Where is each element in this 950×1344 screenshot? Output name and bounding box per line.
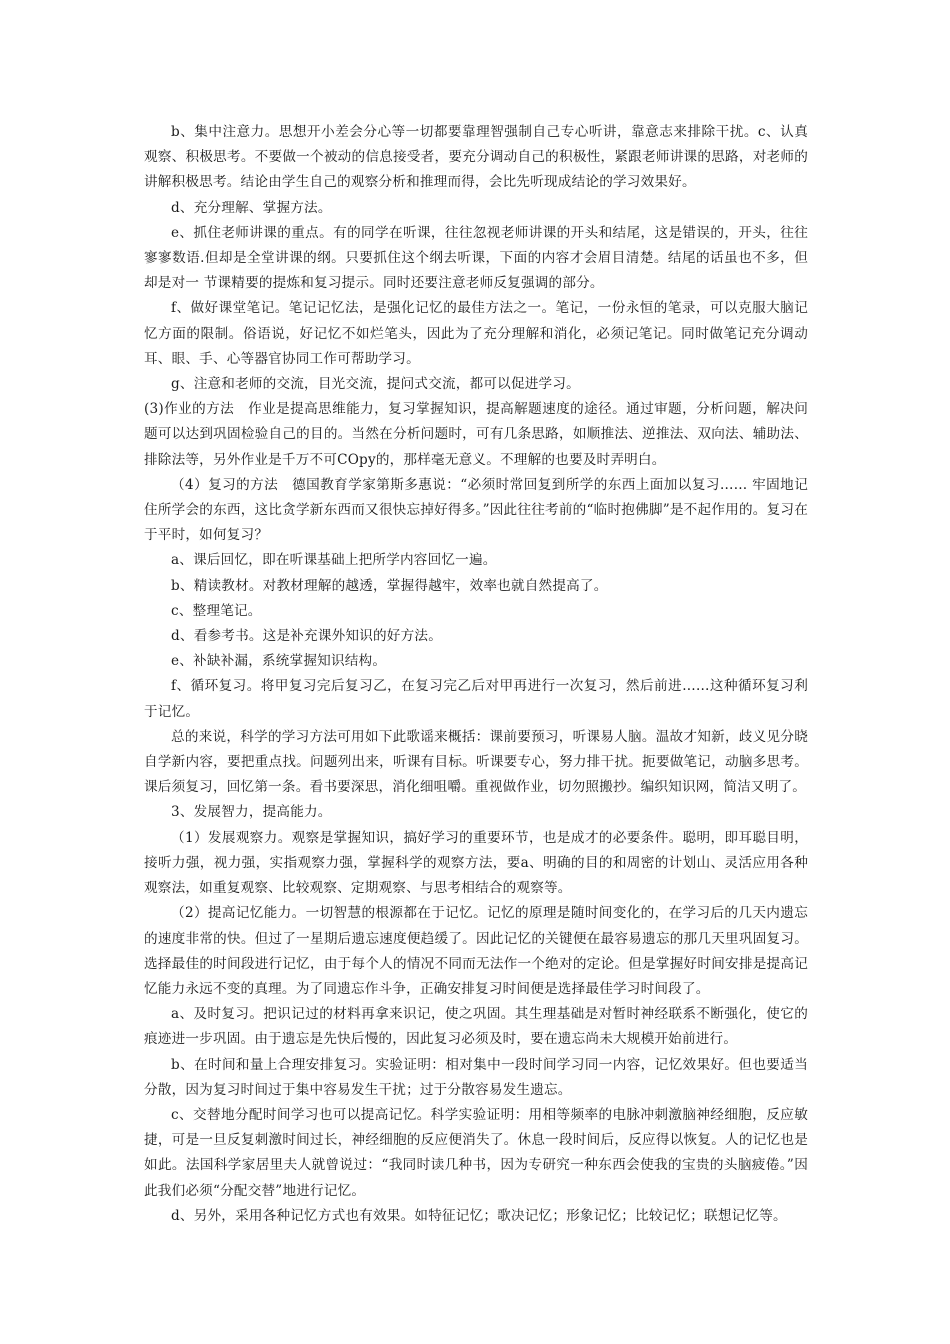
paragraph-14: 总的来说，科学的学习方法可用如下此歌谣来概括：课前要预习，听课易人脑。温故才知新，歧义见分晓自学新内容，要把重点找。问题列出来，听课有目标。听课要专心，努力排干扰。扼要做笔记，动脑多思考。课后须复习，回忆第一条。看书要深思，消化细咀嚼。重视做作业，切勿照搬抄。编织知识网，简洁又明了。 [144,728,808,796]
paragraph-15: 3、发展智力，提高能力。 [171,804,332,821]
paragraph-12: e、补缺补漏，系统掌握知识结构。 [171,653,387,670]
document-page [144,120,808,1229]
paragraph-11: d、看参考书。这是补充课外知识的好方法。 [171,628,442,645]
paragraph-8: a、课后回忆，即在听课基础上把所学内容回忆一遍。 [171,552,497,569]
paragraph-17: （2）提高记忆能力。一切智慧的根源都在于记忆。记忆的原理是随时间变化的，在学习后的几天内遗忘的速度非常的快。但过了一星期后遗忘速度便趋缓了。因此记忆的关键便在最容易遗忘的那几天里巩固复习。选择最佳的时间段进行记忆，由于每个人的情况不同而无法作一个绝对的定论。但是掌握好时间安排是提高记忆能力永远不变的真理。为了同遗忘作斗争，正确安排复习时间便是选择最佳学习时间段了。 [144,905,808,997]
paragraph-1: b、集中注意力。思想开小差会分心等一切都要靠理智强制自己专心听讲，靠意志来排除干扰。c、认真观察、积极思考。不要做一个被动的信息接受者，要充分调动自己的积极性，紧跟老师讲课的思路，对老师的讲解积极思考。结论由学生自己的观察分析和推理而得，会比先听现成结论的学习效果好。 [144,124,808,191]
paragraph-19: b、在时间和量上合理安排复习。实验证明：相对集中一段时间学习同一内容，记忆效果好。但也要适当分散，因为复习时间过于集中容易发生干扰；过于分散容易发生遗忘。 [144,1056,808,1098]
paragraph-6: (3)作业的方法 作业是提高思维能力，复习掌握知识，提高解题速度的途径。通过审题，分析问题，解决问题可以达到巩固检验自己的目的。当然在分析问题时，可有几条思路，如顺推法、逆推法、双向法、辅助法、排除法等，另外作业是千万不可COpy的，那样毫无意义。不理解的也要及时弄明白。 [144,401,808,468]
paragraph-18: a、及时复习。把识记过的材料再拿来识记，使之巩固。其生理基础是对暂时神经联系不断强化，使它的痕迹进一步巩固。由于遗忘是先快后慢的，因此复习必须及时，要在遗忘尚未大规模开始前进行。 [144,1006,808,1048]
paragraph-16: （1）发展观察力。观察是掌握知识，搞好学习的重要环节，也是成才的必要条件。聪明，即耳聪目明，接听力强，视力强，实指观察力强，掌握科学的观察方法，要a、明确的目的和周密的计划山、灵活应用各种观察法，如重复观察、比较观察、定期观察、与思考相结合的观察等。 [144,829,808,897]
paragraph-2: d、充分理解、掌握方法。 [171,199,332,216]
paragraph-3: e、抓住老师讲课的重点。有的同学在听课，往往忽视老师讲课的开头和结尾，这是错误的，开头，往往寥寥数语.但却是全堂讲课的纲。只要抓住这个纲去听课，下面的内容才会眉目清楚。结尾的话虽也不多，但却是对一 节课精要的提炼和复习提示。同时还要注意老师反复强调的部分。 [144,224,808,292]
paragraph-7: （4）复习的方法 德国教育学家第斯多惠说：“必须时常回复到所学的东西上面加以复习…… 牢固地记住所学会的东西，这比贪学新东西而又很快忘掉好得多。”因此往往考前的“临时抱佛脚”是不起作用的。复习在于平时，如何复习？ [144,476,808,544]
paragraph-9: b、精读教材。对教材理解的越透，掌握得越牢，效率也就自然提高了。 [171,577,608,594]
paragraph-5: g、注意和老师的交流，目光交流，提问式交流，都可以促进学习。 [171,376,580,393]
paragraph-4: f、做好课堂笔记。笔记记忆法，是强化记忆的最佳方法之一。笔记，一份永恒的笔录，可以克服大脑记忆方面的限制。俗语说，好记忆不如烂笔头，因此为了充分理解和消化，必须记笔记。同时做笔记充分调动耳、眼、手、心等器官协同工作可帮助学习。 [144,300,808,367]
paragraph-21: d、另外，采用各种记忆方式也有效果。如特征记忆；歌决记忆；形象记忆；比较记忆；联想记忆等。 [171,1207,787,1224]
paragraph-13: f、循环复习。将甲复习完后复习乙，在复习完乙后对甲再进行一次复习，然后前进……这种循环复习利于记忆。 [144,678,808,720]
paragraph-20: c、交替地分配时间学习也可以提高记忆。科学实验证明：用相等频率的电脉冲刺激脑神经细胞，反应敏捷，可是一旦反复刺激时间过长，神经细胞的反应便消失了。休息一段时间后，反应得以恢复。人的记忆也是如此。法国科学家居里夫人就曾说过：“我同时读几种书，因为专研究一种东西会使我的宝贵的头脑疲倦。”因此我们必须“分配交替”地进行记忆。 [144,1106,808,1199]
paragraph-10: c、整理笔记。 [171,602,262,619]
